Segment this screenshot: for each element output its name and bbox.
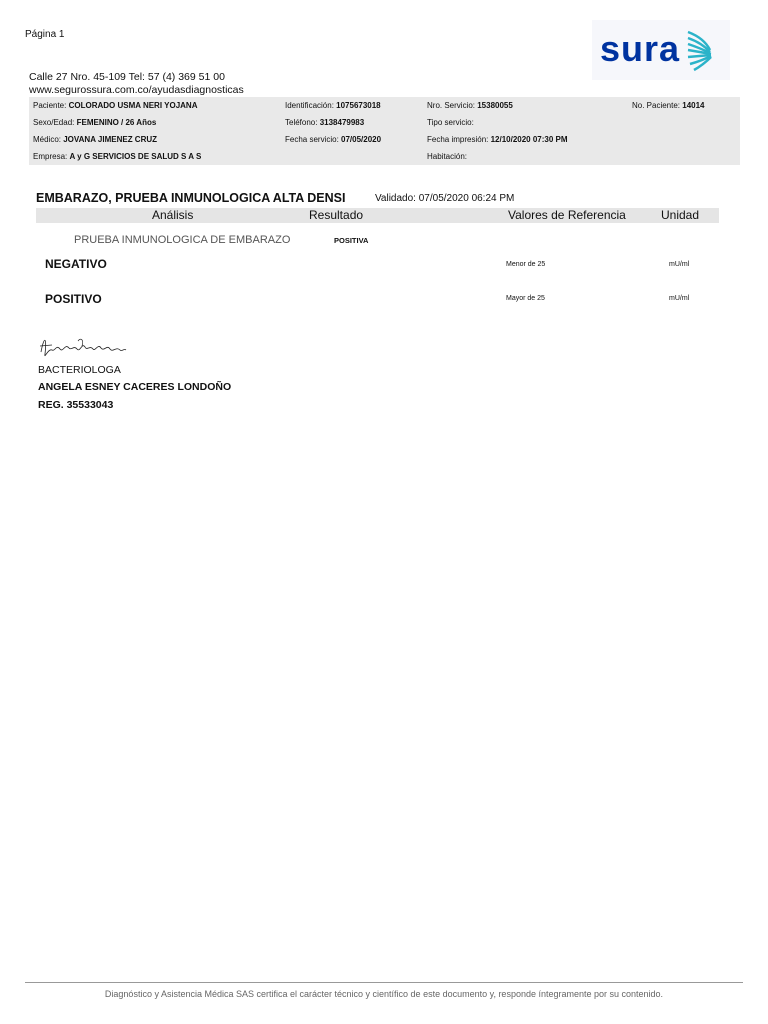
website-line: www.segurossura.com.co/ayudasdiagnosticas — [29, 84, 244, 96]
header-result: Resultado — [309, 208, 364, 222]
reference-unit: mU/ml — [669, 261, 690, 268]
patient-info-box — [29, 97, 740, 165]
service-type-field: Tipo servicio: — [427, 118, 474, 127]
phone-field: Teléfono: 3138479983 — [285, 118, 365, 127]
signer-role: BACTERIOLOGA — [38, 364, 121, 376]
results-table-header — [36, 208, 719, 223]
handwritten-signature — [38, 334, 128, 362]
page-number: Página 1 — [25, 29, 65, 40]
footer-divider — [25, 982, 743, 983]
test-result: POSITIVA — [334, 236, 369, 245]
logo-wing-icon — [686, 30, 718, 72]
signer-registration: REG. 35533043 — [38, 399, 114, 411]
sura-logo — [592, 20, 730, 80]
patient-number-field: No. Paciente: 14014 — [632, 101, 705, 110]
info-row — [29, 97, 740, 114]
doctor-field: Médico: JOVANA JIMENEZ CRUZ — [33, 135, 158, 144]
reference-unit: mU/ml — [669, 295, 690, 302]
company-field: Empresa: A y G SERVICIOS DE SALUD S A S — [33, 152, 202, 161]
validated-date: Validado: 07/05/2020 06:24 PM — [375, 193, 515, 204]
signer-name: ANGELA ESNEY CACERES LONDOÑO — [38, 381, 232, 393]
test-title: EMBARAZO, PRUEBA INMUNOLOGICA ALTA DENSI — [36, 191, 346, 205]
service-date-field: Fecha servicio: 07/05/2020 — [285, 135, 382, 144]
reference-label: POSITIVO — [45, 292, 102, 306]
id-field: Identificación: 1075673018 — [285, 101, 381, 110]
lab-address — [29, 71, 244, 97]
header-reference: Valores de Referencia — [508, 208, 626, 222]
info-row — [29, 114, 740, 131]
sex-age-field: Sexo/Edad: FEMENINO / 26 Años — [33, 118, 157, 127]
reference-value: Menor de 25 — [506, 261, 546, 268]
reference-label: NEGATIVO — [45, 257, 107, 271]
info-row — [29, 131, 740, 148]
patient-name-field: Paciente: COLORADO USMA NERI YOJANA — [33, 101, 198, 110]
info-row — [29, 148, 740, 165]
test-name: PRUEBA INMUNOLOGICA DE EMBARAZO — [74, 234, 291, 246]
reference-value: Mayor de 25 — [506, 295, 545, 302]
address-line: Calle 27 Nro. 45-109 Tel: 57 (4) 369 51 00 — [29, 71, 225, 83]
header-analysis: Análisis — [152, 208, 194, 222]
room-field: Habitación: — [427, 152, 468, 161]
footer-disclaimer: Diagnóstico y Asistencia Médica SAS certifica el carácter técnico y científico de este documento y, responde íntegramente por su contenido. — [104, 989, 664, 999]
print-date-field: Fecha impresión: 12/10/2020 07:30 PM — [427, 135, 568, 144]
header-unit: Unidad — [661, 208, 700, 222]
service-number-field: Nro. Servicio: 15380055 — [427, 101, 513, 110]
logo-text: sura — [600, 28, 681, 69]
